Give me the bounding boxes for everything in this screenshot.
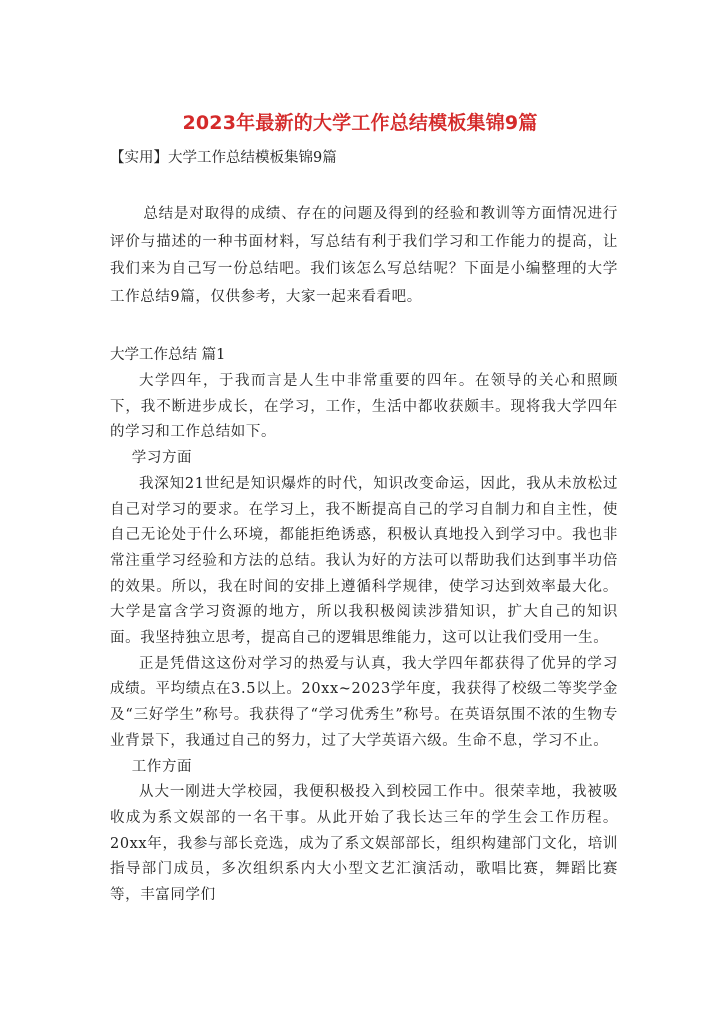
intro-paragraph: 总结是对取得的成绩、存在的问题及得到的经验和教训等方面情况进行评价与描述的一种书面材料，写总结有利于我们学习和工作能力的提高，让我们来为自己写一份总结吧。我们该怎么写总结呢？下面是小编整理的大学工作总结9篇，仅供参考，大家一起来看看吧。	[110, 206, 618, 305]
subheading-work: 工作方面	[131, 758, 193, 775]
subheading-study: 学习方面	[131, 450, 193, 467]
body-paragraph-1: 大学四年，于我而言是人生中非常重要的四年。在领导的关心和照顾下，我不断进步成长，在学习，工作，生活中都收获颇丰。现将我大学四年的学习和工作总结如下。	[110, 373, 618, 441]
intro-block	[110, 201, 618, 311]
body-paragraph-2: 我深知21世纪是知识爆炸的时代，知识改变命运，因此，我从未放松过自己对学习的要求。在学习上，我不断提高自己的学习自制力和自主性，使自己无论处于什么环境，都能拒绝诱惑，积极认真地投入到学习中。我也非常注重学习经验和方法的总结。我认为好的方法可以帮助我们达到事半功倍的效果。所以，我在时间的安排上遵循科学规律，使学习达到效率最大化。大学是富含学习资源的地方，所以我积极阅读涉猎知识，扩大自己的知识面。我坚持独立思考，提高自己的逻辑思维能力，这可以让我们受用一生。	[110, 475, 618, 647]
document-subtitle: 【实用】大学工作总结模板集锦9篇	[110, 150, 337, 166]
body-paragraph-4: 从大一刚进大学校园，我便积极投入到校园工作中。很荣幸地，我被吸收成为系文娱部的一名干事。从此开始了我长达三年的学生会工作历程。20xx年，我参与部长竞选，成为了系文娱部部长，组织构建部门文化，培训指导部门成员，多次组织系内大小型文艺汇演活动，歌唱比赛，舞蹈比赛等，丰富同学们	[110, 784, 618, 904]
document-title: 2023年最新的大学工作总结模板集锦9篇	[182, 112, 538, 134]
body-block	[110, 369, 618, 909]
body-paragraph-3: 正是凭借这这份对学习的热爱与认真，我大学四年都获得了优异的学习成绩。平均绩点在3.5以上。20xx~2023学年度，我获得了校级二等奖学金 及“三好学生”称号。我获得了“学习优秀生”称号。在英语氛围不浓的生物专业背景下，我通过自己的努力，过了大学英语六级。生命不息，学习不止。	[110, 655, 618, 749]
section-heading: 大学工作总结 篇1	[110, 347, 226, 363]
